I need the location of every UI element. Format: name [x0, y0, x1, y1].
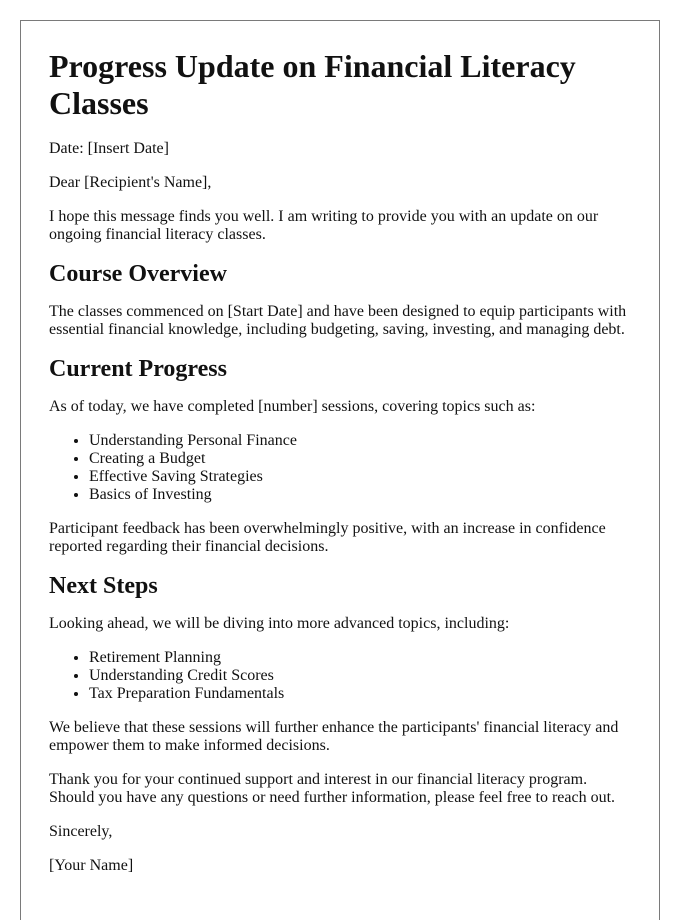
letter-title: Progress Update on Financial Literacy Classes	[49, 48, 576, 121]
intro-paragraph: I hope this message finds you well. I am writing to provide you with an update on our ongoing financial literacy classes.	[49, 208, 599, 243]
feedback-paragraph: Participant feedback has been overwhelmingly positive, with an increase in confidence reported regarding their financial decisions.	[49, 520, 606, 555]
current-progress-intro: As of today, we have completed [number] sessions, covering topics such as:	[49, 398, 536, 415]
list-item: • Understanding Personal Finance	[89, 432, 631, 450]
next-steps-intro: Looking ahead, we will be diving into more advanced topics, including:	[49, 615, 510, 632]
course-overview-heading: Course Overview	[49, 261, 227, 287]
course-overview-text: The classes commenced on [Start Date] and have been designed to equip participants with essential financial knowledge, including budgeting, saving, investing, and managing debt.	[49, 303, 627, 338]
list-item: • Effective Saving Strategies	[89, 468, 631, 486]
completed-topics-list	[49, 432, 631, 504]
letter-container	[20, 20, 660, 920]
salutation: Dear [Recipient's Name],	[49, 174, 212, 191]
closing: Sincerely,	[49, 823, 113, 840]
date-line: Date: [Insert Date]	[49, 140, 169, 157]
upcoming-topics-list	[49, 649, 631, 703]
list-item: • Creating a Budget	[89, 450, 631, 468]
current-progress-heading: Current Progress	[49, 356, 227, 382]
list-item: • Tax Preparation Fundamentals	[89, 685, 631, 703]
list-item: • Basics of Investing	[89, 486, 631, 504]
list-item: • Understanding Credit Scores	[89, 667, 631, 685]
thanks-paragraph: Thank you for your continued support and interest in our financial literacy program. Should you have any questions or need further information, please feel free to reach out.	[49, 771, 616, 806]
list-item: • Retirement Planning	[89, 649, 631, 667]
belief-paragraph: We believe that these sessions will further enhance the participants' financial literacy and empower them to make informed decisions.	[49, 719, 619, 754]
signature: [Your Name]	[49, 857, 134, 874]
next-steps-heading: Next Steps	[49, 573, 158, 599]
